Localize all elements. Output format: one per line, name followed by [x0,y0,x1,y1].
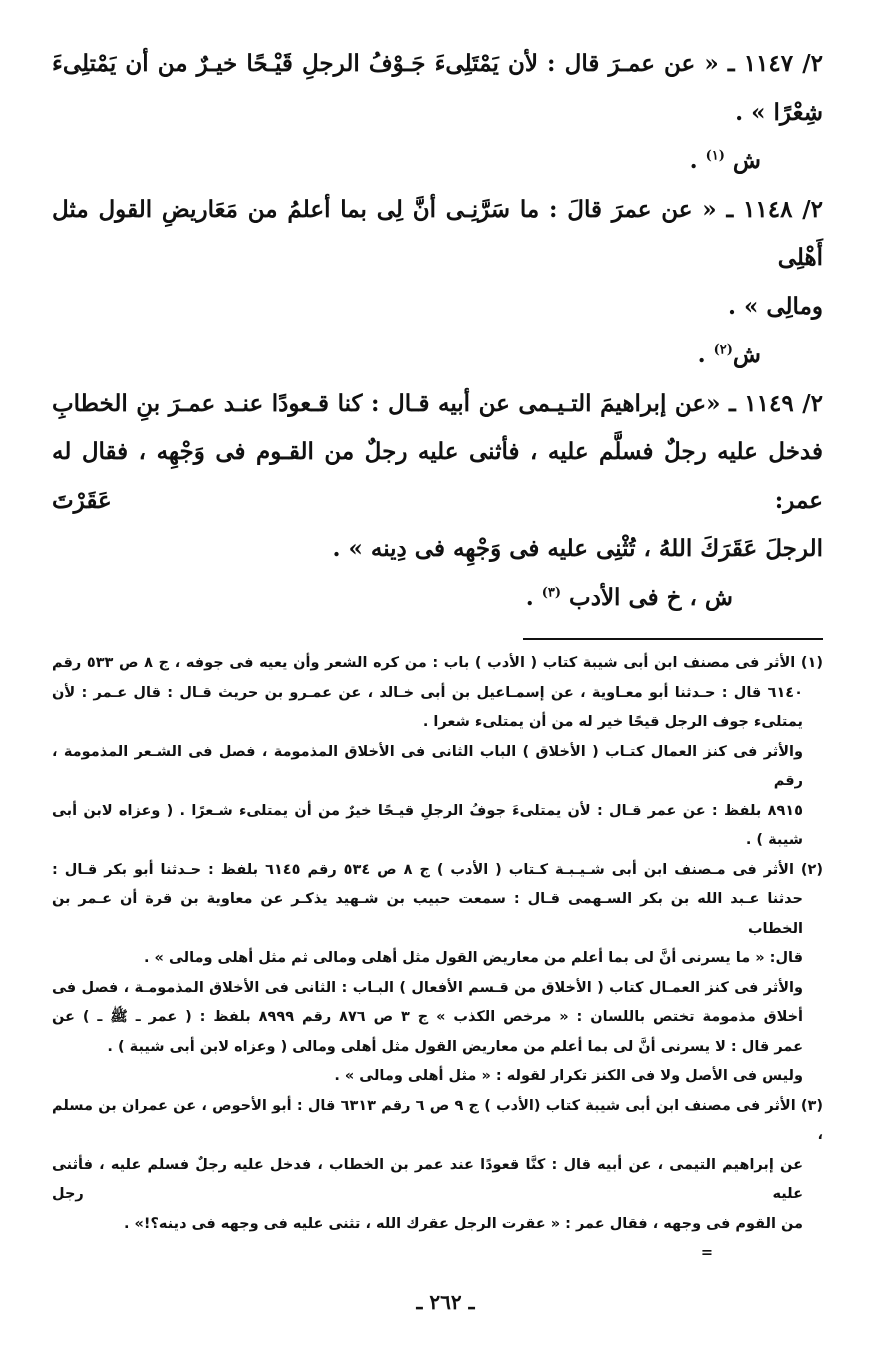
entry-1149-line-1: ٢/ ١١٤٩ ـ «عن إبراهيمَ التـيـمى عن أبيه قـال : كنا قـعودًا عنـد عمـرَ بنِ الخطابِ [52,389,823,417]
footnote-1 [52,649,823,856]
footnote-1-line: ٨٩١٥ بلفظ : عن عمر قـال : لأن يمتلىءَ جوفُ الرجلِ قيـحًا خيرٌ من أن يمتلىء شـعرًا . ( وعزاه لابن أبى [52,802,803,819]
footnote-2-line: وليس فى الأصل ولا فى الكنز تكرار لقوله : « مثل أهلى ومالى » . [334,1068,803,1084]
entry-1147-line-1: ٢/ ١١٤٧ ـ « عن عمـرَ قال : لأن يَمْتَلِىءَ جَـوْفُ الرجلِ قَيْـحًا خيـرٌ من أن يَمْتلِىءَ [52,50,823,77]
footnote-3-line: عن إبراهيم التيمى ، عن أبيه قال : كنَّا قعودًا عند عمر بن الخطاب ، فدخل عليه رجلٌ فسلم عليه ، فأثنى عليه رجل [52,1156,803,1202]
entry-1147-line-2: شِعْرًا » . [735,98,823,126]
entry-1149-line-2: فدخل عليه رجلٌ فسلَّم عليه ، فأثنى عليه رجلٌ من القـوم فى وَجْهِه ، فقال له عمر: عَقَرْتَ [52,438,823,514]
footnote-marker-2[interactable]: (٢) [713,342,733,358]
footnote-2-line: عمر قال : لا يسرنى أنَّ لى بما أعلم من معاريض القول مثل أهلى ومالى ( وعزاه لابن أبى شيبة ) . [107,1038,803,1055]
footnote-3-text: من القوم فى وجهه ، فقال عمر : « عقرت الرجل عقرك الله ، تثنى عليه فى وجهه فى دينه؟!» . [123,1215,803,1232]
entry-1148-line-2: ومالِى » . [727,292,823,320]
footnote-3-line: (٣) الأثر فى مصنف ابن أبى شيبة كتاب (الأدب ) ج ٩ ص ٦ رقم ٦٣١٣ قال : أبو الأحوص ، عن عمران بن مسلم ، [52,1097,824,1143]
footnote-2-line: والأثر فى كنز العمـال كتاب ( الأخلاق من قـسم الأفعال ) البـاب : الثانى فى الأخلاق المذمومـة ، فصل فى [52,979,803,996]
footnote-1-line: (١) الأثر فى مصنف ابن أبى شيبة كتاب ( الأدب ) باب : من كره الشعر وأن يعيه فى جوفه ، ج ٨ ص ٥٣٣ رقم [52,655,823,671]
entry-1148-source: ش$^{(٢)}$ . [697,341,761,368]
entry-1149-line-3: الرجلَ عَقَرَكَ اللهُ ، تُثْنِى عليه فى وَجْهِه فى دِينه » . [332,535,823,562]
footnote-1-line: والأثر فى كنز العمال كتـاب ( الأخلاق ) الباب الثانى فى الأخلاق المذمومة ، فصل فى الشـعر المذمومة ، رقم [52,743,803,789]
footnote-1-line: ٦١٤٠ قال : حـدثنا أبو معـاوية ، عن إسمـاعيل بن أبى خـالد ، عن عمـرو بن حريث قـال : قال عـمر : لأن [52,684,803,701]
footnote-2-line: أخلاق مذمومة تختص باللسان : « مرخص الكذب » ج ٣ ص ٨٧٦ رقم ٨٩٩٩ بلفظ : ( عمر ـ ﷺ ـ ) عن [52,1009,804,1025]
footnote-3 [52,1092,823,1269]
footnote-2-line: (٢) الأثر فى مـصنف ابن أبى شـيـبـة كـتاب ( الأدب ) ج ٨ ص ٥٣٤ رقم ٦١٤٥ بلفظ : حـدثنا أبو بكر قـال : [52,861,824,878]
footnotes [52,649,823,1269]
footnote-2-line: حدثنا عـبد الله بن بكر السـهمى قـال : سمعت حبيب بن شـهيد يذكـر عن معاوية بن قرة أن عـمر بن الخطاب [52,891,803,937]
entry-1147-source: ش $^{(١)}$ . [689,147,761,174]
entry-1149-source: ش ، خ فى الأدب $^{(٣)}$ . [525,583,733,611]
source-abbrev: ش ، خ فى الأدب [569,583,733,611]
footnote-2 [52,856,823,1092]
footnote-marker-1[interactable]: (١) [705,148,725,164]
source-abbrev: ش [732,147,761,174]
footnote-separator [523,638,823,640]
entry-1148-line-1: ٢/ ١١٤٨ ـ « عن عمرَ قالَ : ما سَرَّنِـى أنَّ لِى بما أعلمُ من مَعَاريضِ القول مثل أَهْلِى [52,195,823,271]
continuation-mark: = [700,1245,713,1261]
source-abbrev: ش [732,341,761,368]
footnote-1-line: يمتلىء جوف الرجل قيحًا خير له من أن يمتلىء شعرا . [422,714,803,730]
footnote-1-line: شيبة ) . [745,832,803,848]
main-text [52,40,823,622]
footnote-2-line: قال: « ما يسرنى أنَّ لى بما أعلم من معاريض القول مثل أهلى ومالى ثم مثل أهلى ومالى » . [143,950,803,966]
page-number: ـ ٢٦٢ ـ [416,1290,475,1314]
footnote-marker-3[interactable]: (٣) [541,584,562,600]
footnote-3-line [52,1210,823,1269]
